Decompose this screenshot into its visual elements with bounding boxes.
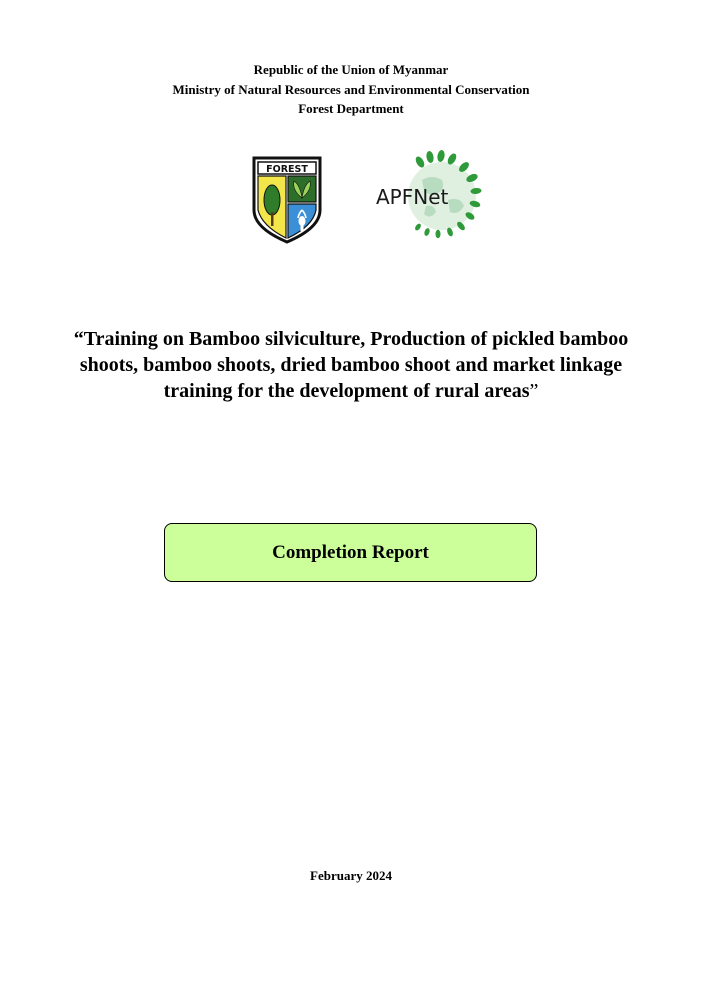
report-title — [60, 326, 642, 404]
title-line-3 — [60, 378, 642, 404]
title-line-1: “Training on Bamboo silviculture, Production of pickled bamboo — [73, 328, 629, 350]
title-line-3-text: training for the development of rural areas — [163, 380, 530, 402]
apfnet-logo-text: APFNet — [376, 185, 449, 209]
completion-report-label: Completion Report — [272, 541, 429, 563]
report-date: February 2024 — [310, 868, 392, 883]
title-line-2: shoots, bamboo shoots, dried bamboo shoot and market linkage — [79, 354, 623, 376]
header-ministry: Ministry of Natural Resources and Environmental Conservation — [172, 81, 530, 97]
forest-department-shield-icon — [250, 154, 324, 244]
logo-row — [0, 150, 702, 250]
completion-report-box — [164, 523, 537, 582]
title-close-quote: ” — [529, 380, 539, 402]
document-header — [0, 60, 702, 119]
forest-logo-text: FOREST — [266, 164, 308, 175]
apfnet-laurel-globe-icon — [372, 150, 490, 242]
header-department: Forest Department — [298, 101, 404, 116]
header-country: Republic of the Union of Myanmar — [253, 62, 449, 77]
